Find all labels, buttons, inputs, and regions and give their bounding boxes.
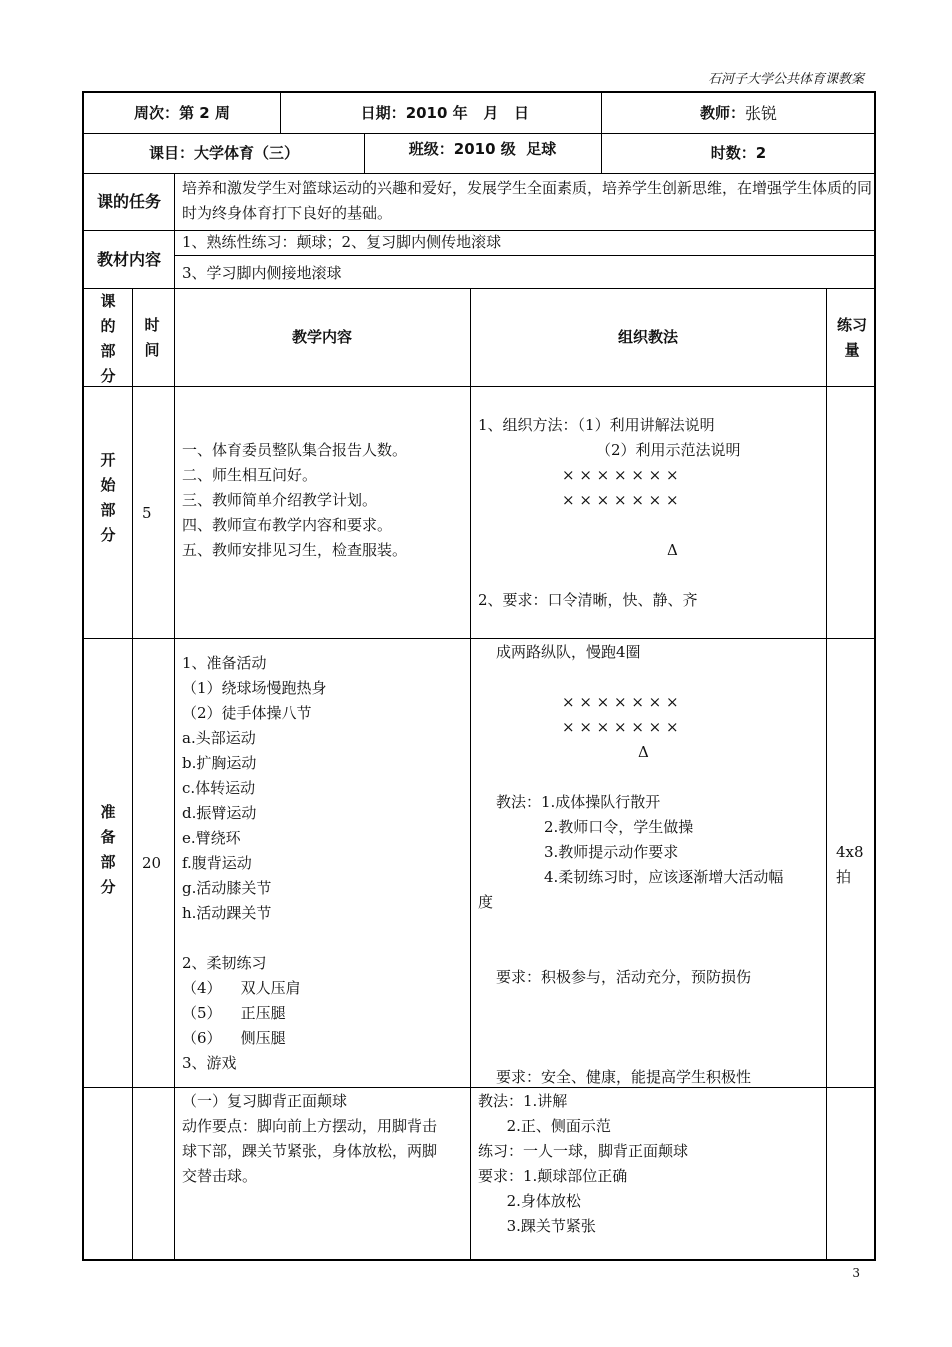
formation-row: × × × × × × × bbox=[562, 466, 679, 484]
method-line: 3.踝关节紧张 bbox=[478, 1217, 596, 1235]
content-line: d.振臂运动 bbox=[182, 804, 257, 822]
section-basic-method bbox=[478, 1089, 822, 1239]
content-line: 2、柔韧练习 bbox=[182, 954, 267, 972]
class-cell bbox=[364, 133, 601, 173]
content-line: 一、体育委员整队集合报告人数。 bbox=[182, 441, 408, 459]
hours-value: 2 bbox=[755, 143, 767, 162]
method-line: 成两路纵队，慢跑4圈 bbox=[496, 643, 641, 661]
content-line: b.扩胸运动 bbox=[182, 754, 257, 772]
content-line: （1）绕球场慢跑热身 bbox=[182, 679, 327, 697]
task-label: 课的任务 bbox=[96, 192, 161, 211]
teacher-position-mark: Δ bbox=[667, 541, 678, 559]
lesson-plan-table bbox=[82, 91, 876, 1261]
teacher-position-mark: Δ bbox=[638, 743, 649, 761]
course-cell bbox=[84, 133, 364, 173]
content-line: a.头部运动 bbox=[182, 729, 256, 747]
method-line: 2.身体放松 bbox=[478, 1192, 581, 1210]
method-line: 2.正、侧面示范 bbox=[478, 1117, 611, 1135]
section-start-time: 5 bbox=[142, 504, 152, 522]
column-header-method: 组织教法 bbox=[617, 327, 678, 346]
week-cell bbox=[84, 93, 280, 133]
method-line: 3.教师提示动作要求 bbox=[544, 843, 679, 861]
content-line: e.臂绕环 bbox=[182, 829, 241, 847]
method-line: 教法：1.讲解 bbox=[478, 1092, 568, 1110]
content-line: c.体转运动 bbox=[182, 779, 256, 797]
content-line: 四、教师宣布教学内容和要求。 bbox=[182, 516, 393, 534]
materials-label: 教材内容 bbox=[96, 249, 161, 269]
column-header-time: 时间 bbox=[144, 316, 160, 359]
column-header-content: 教学内容 bbox=[291, 327, 352, 346]
content-line: （4） 双人压肩 bbox=[182, 979, 301, 997]
content-line: 3、游戏 bbox=[182, 1054, 237, 1072]
content-line: （一）复习脚背正面颠球 bbox=[182, 1092, 348, 1110]
content-line: 三、教师简单介绍教学计划。 bbox=[182, 491, 378, 509]
materials-line-1: 1、熟练性练习：颠球；2、复习脚内侧传地滚球 bbox=[182, 233, 502, 251]
method-line: 2.教师口令，学生做操 bbox=[544, 818, 694, 836]
content-line: （2）徒手体操八节 bbox=[182, 704, 312, 722]
content-line: h.活动踝关节 bbox=[182, 904, 272, 922]
content-line: （5） 正压腿 bbox=[182, 1004, 286, 1022]
content-line: f.腹背运动 bbox=[182, 854, 252, 872]
section-basic-content bbox=[182, 1089, 467, 1189]
document-header-title: 石河子大学公共体育课教案 bbox=[707, 72, 864, 87]
method-line: 要求：1.颠球部位正确 bbox=[478, 1167, 628, 1185]
hours-cell bbox=[601, 133, 876, 173]
method-line: （2）利用示范法说明 bbox=[596, 441, 741, 459]
method-line: 4.柔韧练习时，应该逐渐增大活动幅 bbox=[544, 868, 784, 886]
content-line: 球下部，踝关节紧张，身体放松，两脚 bbox=[182, 1142, 438, 1160]
section-start-part: 开始部分 bbox=[100, 451, 116, 544]
section-start-method bbox=[478, 413, 822, 513]
content-line: 动作要点：脚向前上方摆动，用脚背击 bbox=[182, 1117, 438, 1135]
section-start-requirement: 2、要求：口令清晰，快、静、齐 bbox=[478, 591, 698, 609]
content-line: 交替击球。 bbox=[182, 1167, 258, 1185]
hours-label: 时数： bbox=[710, 143, 756, 162]
section-prep-amount: 4x8 拍 bbox=[836, 843, 864, 886]
section-prep-method bbox=[478, 640, 822, 1090]
content-line: g.活动膝关节 bbox=[182, 879, 272, 897]
date-value: 2010 年 月 日 bbox=[405, 103, 529, 122]
content-line: 二、师生相互问好。 bbox=[182, 466, 318, 484]
method-line: 度 bbox=[478, 893, 494, 911]
week-value: 第 2 周 bbox=[179, 103, 230, 122]
method-line: 练习：一人一球，脚背正面颠球 bbox=[478, 1142, 689, 1160]
column-header-part: 课的部分 bbox=[100, 292, 116, 385]
date-cell bbox=[280, 93, 601, 133]
course-label: 课目： bbox=[148, 143, 194, 162]
teacher-cell bbox=[601, 93, 876, 133]
materials-label-cell bbox=[84, 230, 174, 288]
formation-row: × × × × × × × bbox=[562, 491, 679, 509]
content-line bbox=[182, 926, 467, 951]
materials-line-2: 3、学习脚内侧接地滚球 bbox=[182, 264, 342, 282]
section-prep-time: 20 bbox=[142, 854, 162, 872]
column-header-amount: 练习量 bbox=[836, 316, 867, 359]
course-value: 大学体育（三） bbox=[194, 143, 300, 162]
content-line: 1、准备活动 bbox=[182, 654, 267, 672]
formation-row: × × × × × × × bbox=[562, 718, 679, 736]
formation-row: × × × × × × × bbox=[562, 693, 679, 711]
task-label-cell bbox=[84, 173, 174, 230]
method-requirement: 要求：安全、健康，能提高学生积极性 bbox=[496, 1068, 752, 1086]
section-prep-content bbox=[182, 651, 467, 1076]
task-text: 培养和激发学生对篮球运动的兴趣和爱好，发展学生全面素质，培养学生创新思维，在增强学生体质的同时为终身体育打下良好的基础。 bbox=[182, 179, 873, 222]
method-line: 1、组织方法：（1）利用讲解法说明 bbox=[478, 416, 715, 434]
class-value: 2010 级 足球 bbox=[453, 140, 557, 158]
section-prep-part: 准备部分 bbox=[100, 803, 116, 896]
method-requirement: 要求：积极参与，活动充分，预防损伤 bbox=[496, 968, 752, 986]
week-label: 周次： bbox=[134, 103, 180, 122]
teacher-label: 教师： bbox=[699, 103, 745, 122]
method-line: 教法：1.成体操队行散开 bbox=[496, 793, 661, 811]
class-label: 班级： bbox=[408, 140, 454, 158]
content-line: 五、教师安排见习生，检查服装。 bbox=[182, 541, 408, 559]
date-label: 日期： bbox=[360, 103, 406, 122]
page-number: 3 bbox=[852, 1266, 860, 1280]
content-line: （6） 侧压腿 bbox=[182, 1029, 286, 1047]
section-start-content bbox=[182, 438, 467, 563]
teacher-value: 张锐 bbox=[745, 103, 778, 123]
